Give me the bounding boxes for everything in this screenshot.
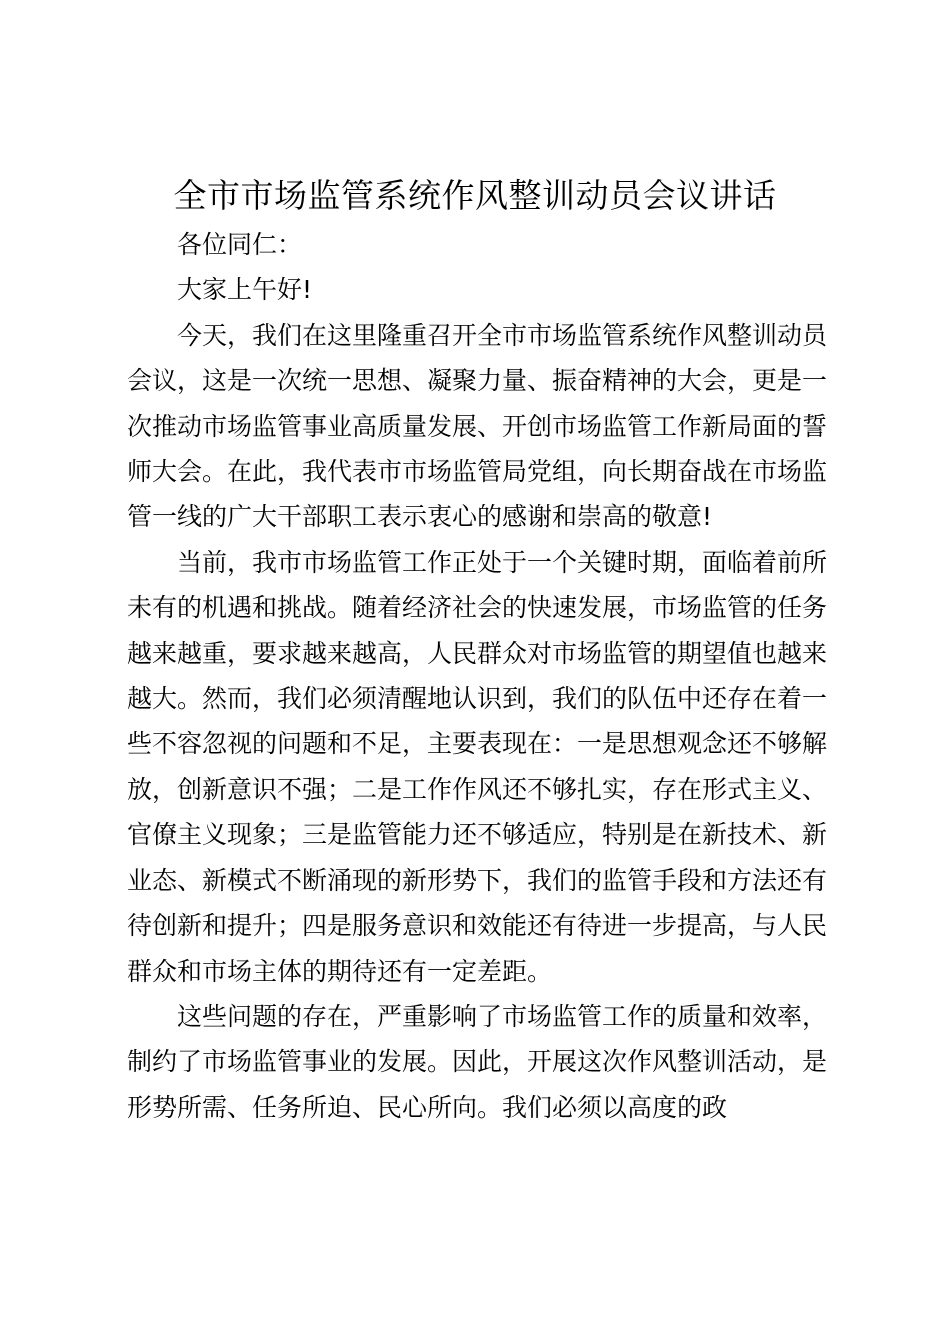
paragraph-current-situation: 当前，我市市场监管工作正处于一个关键时期，面临着前所未有的机遇和挑战。随着经济社会的快速发展，市场监管的任务越来越重，要求越来越高，人民群众对市场监管的期望值也越来越大。然而，我们必须清醒地认识到，我们的队伍中还存在着一些不容忽视的问题和不足，主要表现在：一是思想观念还不够解放，创新意识不强；二是工作作风还不够扎实，存在形式主义、官僚主义现象；三是监管能力还不够适应，特别是在新技术、新业态、新模式不断涌现的新形势下，我们的监管手段和方法还有待创新和提升；四是服务意识和效能还有待进一步提高，与人民群众和市场主体的期待还有一定差距。 xyxy=(127,547,828,986)
paragraph-opening: 今天，我们在这里隆重召开全市市场监管系统作风整训动员会议，这是一次统一思想、凝聚力量、振奋精神的大会，更是一次推动市场监管事业高质量发展、开创市场监管工作新局面的誓师大会。在此，我代表市市场监管局党组，向长期奋战在市场监管一线的广大干部职工表示衷心的感谢和崇高的敬意! xyxy=(127,320,828,532)
document-title: 全市市场监管系统作风整训动员会议讲话 xyxy=(173,176,777,215)
greeting: 大家上午好! xyxy=(177,275,313,305)
paragraph-problems-impact: 这些问题的存在，严重影响了市场监管工作的质量和效率，制约了市场监管事业的发展。因此，开展这次作风整训活动，是形势所需、任务所迫、民心所向。我们必须以高度的政 xyxy=(127,1001,828,1122)
salutation: 各位同仁： xyxy=(177,230,303,259)
document-body xyxy=(127,222,827,1130)
